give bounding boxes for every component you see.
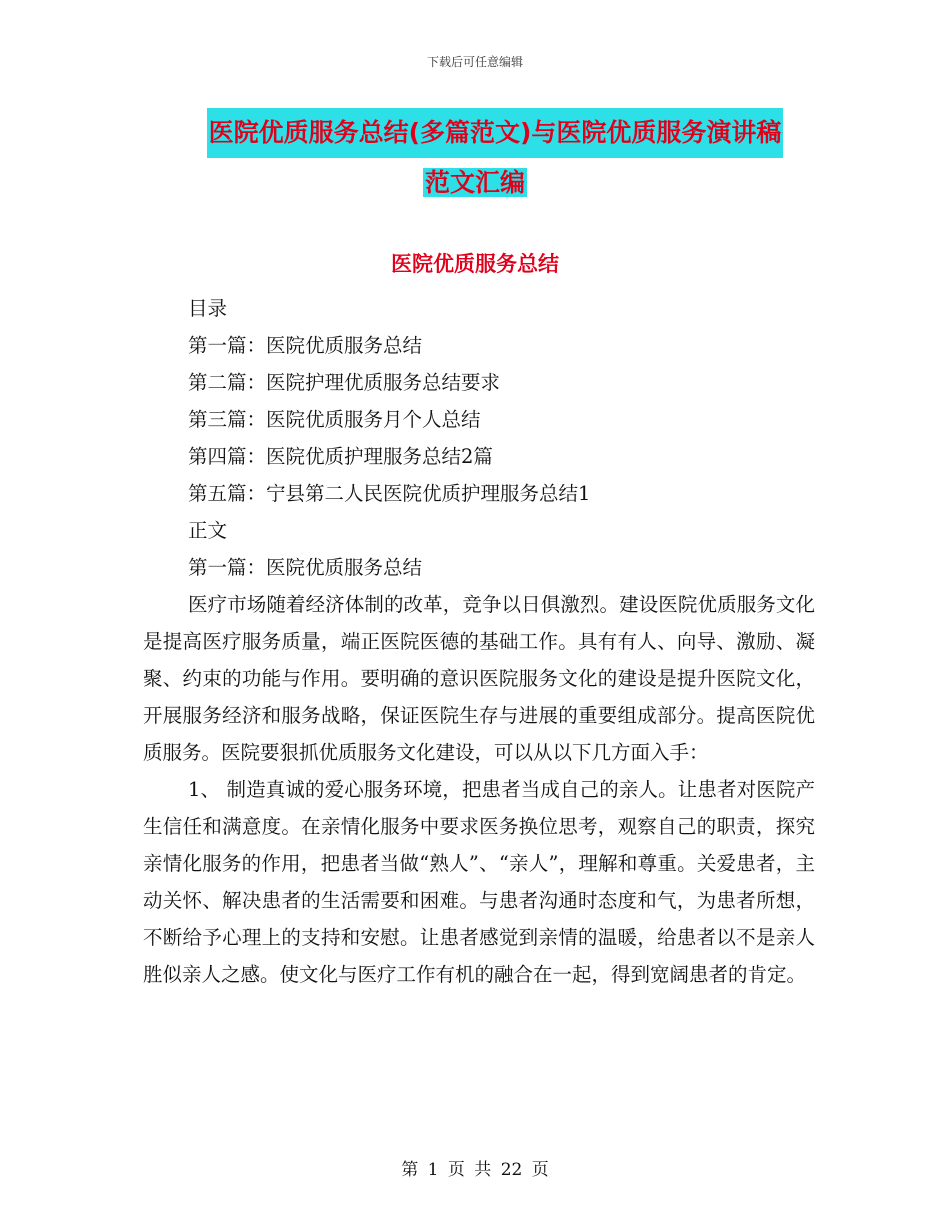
toc-item: 第五篇：宁县第二人民医院优质护理服务总结1: [188, 482, 591, 505]
toc-heading: 目录: [188, 297, 228, 320]
title-line-1: 医院优质服务总结(多篇范文)与医院优质服务演讲稿: [207, 108, 784, 158]
toc-item: 第二篇：医院护理优质服务总结要求: [188, 371, 501, 394]
body-heading: 正文: [188, 519, 228, 542]
header-note: 下载后可任意编辑: [426, 55, 523, 69]
section-title: 医院优质服务总结: [391, 252, 559, 276]
body-paragraph: 1、 制造真诚的爱心服务环境，把患者当成自己的亲人。让患者对医院产生信任和满意度。在亲情化服务中要求医务换位思考，观察自己的职责，探究亲情化服务的作用，把患者当做“熟人”、“亲人”，理解和尊重。关爱患者，主动关怀、解决患者的生活需要和困难。与患者沟通时态度和气，为患者所想，不断给予心理上的支持和安慰。让患者感觉到亲情的温暖，给患者以不是亲人胜似亲人之感。使文化与医疗工作有机的融合在一起，得到宽阔患者的肯定。: [143, 778, 815, 986]
document-title: [0, 108, 950, 208]
page-footer: 第 1 页 共 22 页: [401, 1160, 549, 1180]
toc-item: 第三篇：医院优质服务月个人总结: [188, 408, 481, 431]
title-line-2: 范文汇编: [424, 168, 525, 197]
toc-item: 第四篇：医院优质护理服务总结2篇: [188, 445, 493, 468]
body-paragraph: 医疗市场随着经济体制的改革，竞争以日俱激烈。建设医院优质服务文化是提高医疗服务质量，端正医院医德的基础工作。具有有人、向导、激励、凝聚、约束的功能与作用。要明确的意识医院服务文化的建设是提升医院文化，开展服务经济和服务战略，保证医院生存与进展的重要组成部分。提高医院优质服务。医院要狠抓优质服务文化建设，可以从以下几方面入手：: [143, 593, 815, 764]
chapter-heading: 第一篇：医院优质服务总结: [188, 556, 423, 579]
toc-item: 第一篇：医院优质服务总结: [188, 334, 423, 357]
document-body: [143, 290, 815, 993]
